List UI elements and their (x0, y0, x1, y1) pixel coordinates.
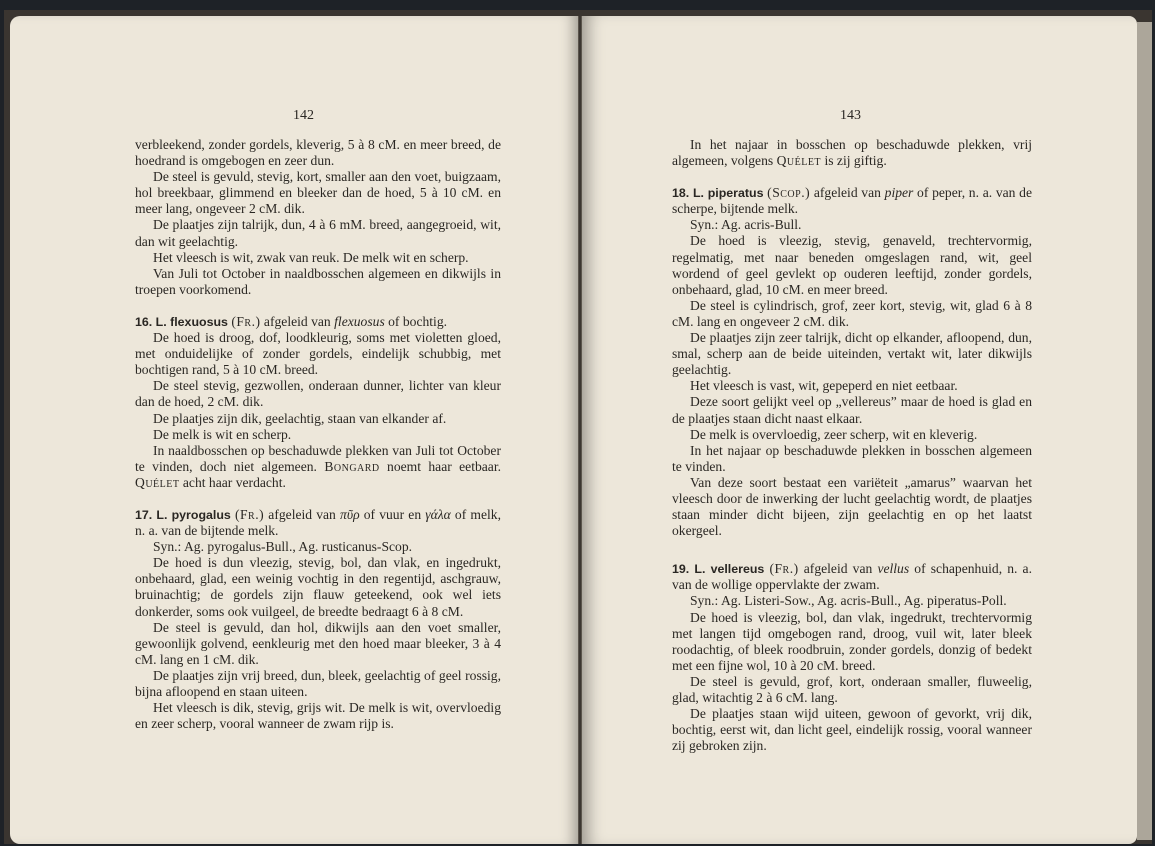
author: (Fr.) (231, 313, 261, 329)
latin-word: flexuosus (334, 313, 385, 329)
heading-text: afgeleid van (798, 561, 878, 577)
author: (Scop.) (767, 185, 811, 201)
paragraph (672, 137, 1032, 169)
paragraph: De steel is gevuld, stevig, kort, smaller aan den voet, buigzaam, hol breekbaar, glimmend en bleeker dan de hoed, 5 à 10 cM. en meer lang, ongeveer 2 cM. dik. (135, 169, 501, 217)
page-edges (1137, 22, 1152, 840)
text: noemt haar eetbaar. (379, 458, 502, 474)
heading-text: of peper, n. a. van de scherpe, bijtende melk. (672, 185, 1032, 217)
species-number: 18. (672, 186, 690, 201)
paragraph: De hoed is vleezig, bol, dan vlak, ingedrukt, trechtervormig met langen tijd omgebogen rand, droog, vuil wit, later bleek roodachtig, of bleek roodbruin, zonder gordels, donzig of bedekt met een fijne wol, 10 à 20 cM. breed. (672, 609, 1032, 673)
heading-text: afgeleid van (810, 185, 885, 201)
paragraph: De plaatjes zijn zeer talrijk, dicht op elkander, afloopend, dun, smal, scherp aan de beide uiteinden, vertakt wit, later dikwijls geelachtig. (672, 330, 1032, 378)
heading-text: of vuur en (359, 506, 426, 522)
latin-word: vellus (877, 561, 910, 577)
left-page-text (135, 137, 501, 732)
species-heading-19 (672, 561, 1032, 593)
paragraph (135, 443, 501, 491)
paragraph: Het vleesch is wit, zwak van reuk. De melk wit en scherp. (153, 249, 469, 265)
paragraph: De melk is wit en scherp. (153, 426, 292, 442)
greek-word: πῦρ (340, 506, 360, 522)
paragraph: De steel is gevuld, dan hol, dikwijls aan den voet smaller, gewoonlijk golvend, eenkleurig met den hoed maar bleeker, 3 à 4 cM. lang en 1 cM. dik. (135, 619, 501, 667)
paragraph: Het vleesch is vast, wit, gepeperd en niet eetbaar. (690, 378, 958, 394)
left-page (10, 16, 578, 844)
species-heading-18 (672, 185, 1032, 217)
text: In naaldbosschen op beschaduwde plekken van Juli tot October te vinden, doch niet algemeen. (135, 442, 501, 474)
species-number: 17. (135, 507, 153, 522)
heading-text: afgeleid van (260, 313, 335, 329)
greek-word: γάλα (425, 506, 451, 522)
text: acht haar verdacht. (179, 474, 286, 490)
paragraph: Van Juli tot October in naaldbosschen algemeen en dikwijls in troepen voorkomend. (135, 265, 501, 297)
latin-word: piper (884, 185, 914, 201)
paragraph: De melk is overvloedig, zeer scherp, wit en kleverig. (690, 426, 978, 442)
species-name: L. vellereus (694, 562, 765, 577)
species-heading-16 (135, 314, 501, 330)
heading-text: of schapenhuid, n. a. van de wollige oppervlakte der zwam. (672, 561, 1032, 593)
species-number: 19. (672, 562, 690, 577)
author: (Fr.) (769, 561, 799, 577)
species-number: 16. (135, 314, 153, 329)
synonyms: Syn.: Ag. pyrogalus-Bull., Ag. rusticanus-Scop. (153, 539, 413, 555)
paragraph: Van deze soort bestaat een variëteit „amarus” waarvan het vleesch door de inwerking der lucht geelachtig wordt, de plaatjes staan minder dicht bijeen, zijn geelachtig en op het laatst okergeel. (672, 474, 1032, 539)
paragraph: De hoed is droog, dof, loodkleurig, soms met violetten gloed, met onduidelijke of zonder gordels, eindelijk schubbig, met bochtigen rand, 5 à 10 cM. breed. (135, 330, 501, 378)
author-name: Quélet (135, 474, 180, 490)
author-name: Quélet (776, 153, 822, 169)
author-name: Bongard (324, 458, 380, 474)
paragraph: De hoed is dun vleezig, stevig, bol, dan vlak, en ingedrukt, onbehaard, glad, een weinig vochtig in den regentijd, aschgrauw, bruinachtig; de gordels zijn flauw geteekend, ook wel iets donkerder, soms ook vuilgeel, de breedte bedraagt 6 à 8 cM. (135, 555, 501, 619)
paragraph: Het vleesch is dik, stevig, grijs wit. De melk is wit, overvloedig en zeer scherp, vooral wanneer de zwam rijp is. (135, 700, 501, 732)
author: (Fr.) (234, 506, 265, 522)
paragraph: De steel is cylindrisch, grof, zeer kort, stevig, wit, glad 6 à 8 cM. lang en ongeveer 2 cM. dik. (672, 297, 1032, 329)
paragraph: verbleekend, zonder gordels, kleverig, 5 à 8 cM. en meer breed, de hoedrand is omgebogen en zeer dun. (135, 137, 501, 169)
paragraph: De plaatjes zijn vrij breed, dun, bleek, geelachtig of geel rossig, bijna afloopend en staan uiteen. (135, 667, 501, 699)
open-book (4, 10, 1152, 844)
paragraph: De hoed is vleezig, stevig, genaveld, trechtervormig, regelmatig, met naar beneden omgeslagen rand, wit, geel wordend of geel gevlekt op ouderen leeftijd, zonder gordels, onbehaard, glad, 10 cM. en meer breed. (672, 233, 1032, 297)
species-heading-17 (135, 507, 501, 539)
synonyms: Syn.: Ag. acris-Bull. (690, 217, 802, 233)
paragraph: De plaatjes zijn talrijk, dun, 4 à 6 mM. breed, aangegroeid, wit, dan wit geelachtig. (135, 217, 501, 249)
text: In het najaar in bosschen op beschaduwde plekken, vrij algemeen, volgens (672, 137, 1032, 169)
paragraph: In het najaar op beschaduwde plekken in bosschen algemeen te vinden. (672, 442, 1032, 474)
text: is zij giftig. (821, 153, 887, 169)
species-name: L. pyrogalus (156, 507, 231, 522)
paragraph: De steel is gevuld, grof, kort, onderaan smaller, fluweelig, glad, witachtig 2 à 6 cM. lang. (672, 673, 1032, 705)
paragraph: De plaatjes zijn dik, geelachtig, staan van elkander af. (153, 410, 447, 426)
paragraph: Deze soort gelijkt veel op „vellereus” maar de hoed is glad en de plaatjes staan dicht naast elkaar. (672, 394, 1032, 426)
page-number: 142 (293, 108, 314, 123)
synonyms: Syn.: Ag. Listeri-Sow., Ag. acris-Bull., Ag. piperatus-Poll. (690, 593, 1007, 609)
right-page (582, 16, 1137, 844)
heading-text: of bochtig. (384, 313, 448, 329)
heading-text: of melk, n. a. van de bijtende melk. (135, 506, 501, 539)
heading-text: afgeleid van (264, 506, 341, 522)
paragraph: De plaatjes staan wijd uiteen, gewoon of gevorkt, vrij dik, bochtig, eerst wit, dan licht geel, eindelijk rossig, vooral wanneer zij gebroken zijn. (672, 706, 1032, 754)
paragraph: De steel stevig, gezwollen, onderaan dunner, lichter van kleur dan de hoed, 2 cM. dik. (135, 378, 501, 410)
right-page-text (672, 137, 1032, 754)
species-name: L. piperatus (692, 186, 764, 201)
species-name: L. flexuosus (155, 314, 228, 329)
page-number: 143 (840, 108, 861, 123)
